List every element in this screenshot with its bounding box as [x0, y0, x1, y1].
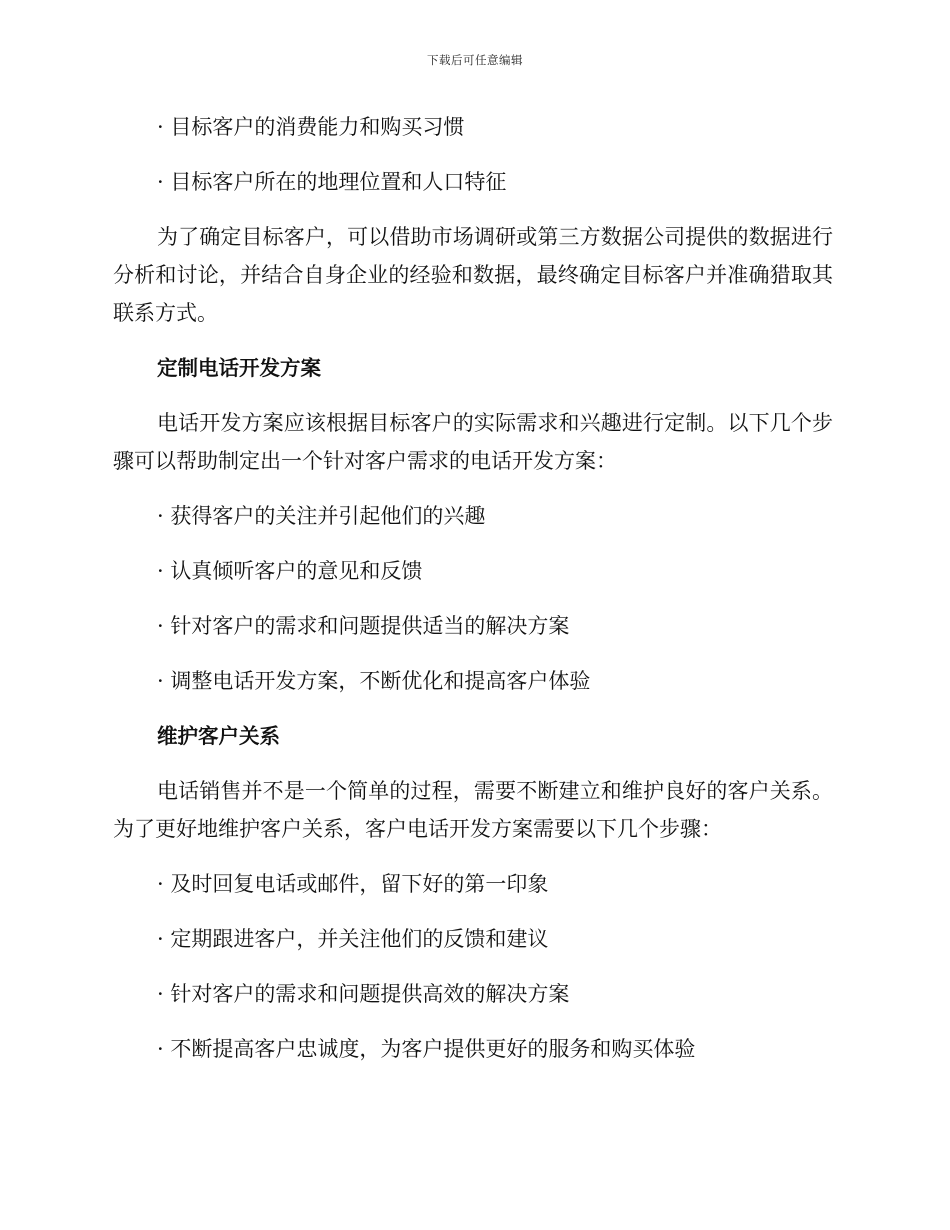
paragraph-line: 行分析和讨论，并结合自身企业的经验和数据，最终确定目标客户并准确猎 — [113, 225, 833, 287]
section-heading: 维护客户关系 — [157, 724, 280, 748]
bullet-item: · 调整电话开发方案，不断优化和提高客户体验 — [157, 669, 591, 693]
bullet-item: · 针对客户的需求和问题提供高效的解决方案 — [157, 982, 570, 1006]
bullet-item: · 定期跟进客户，并关注他们的反馈和建议 — [157, 927, 549, 951]
bullet-item: · 目标客户所在的地理位置和人口特征 — [157, 170, 507, 194]
section-heading: 定制电话开发方案 — [157, 356, 321, 380]
paragraph-line: 取其联系方式。 — [113, 263, 834, 325]
paragraph — [113, 218, 833, 332]
bullet-item: · 目标客户的消费能力和购买习惯 — [157, 115, 465, 139]
paragraph — [113, 772, 833, 848]
bullet-item: · 认真倾听客户的意见和反馈 — [157, 559, 423, 583]
bullet-item: · 不断提高客户忠诚度，为客户提供更好的服务和购买体验 — [157, 1037, 696, 1061]
paragraph — [113, 404, 833, 480]
paragraph-line: 为了确定目标客户，可以借助市场调研或第三方数据公司提供的数据进 — [157, 225, 812, 249]
bullet-item: · 获得客户的关注并引起他们的兴趣 — [157, 504, 486, 528]
bullet-item: · 针对客户的需求和问题提供适当的解决方案 — [157, 614, 570, 638]
paragraph-line: 电话开发方案应该根据目标客户的实际需求和兴趣进行定制。以下几个 — [157, 411, 812, 435]
paragraph-line: 步骤可以帮助制定出一个针对客户需求的电话开发方案： — [113, 411, 833, 473]
paragraph-line: 系。为了更好地维护客户关系，客户电话开发方案需要以下几个步骤： — [113, 779, 834, 841]
page-header: 下载后可任意编辑 — [427, 53, 523, 67]
bullet-item: · 及时回复电话或邮件，留下好的第一印象 — [157, 872, 549, 896]
paragraph-line: 电话销售并不是一个简单的过程，需要不断建立和维护良好的客户关 — [157, 779, 791, 803]
document-body — [113, 108, 833, 1085]
